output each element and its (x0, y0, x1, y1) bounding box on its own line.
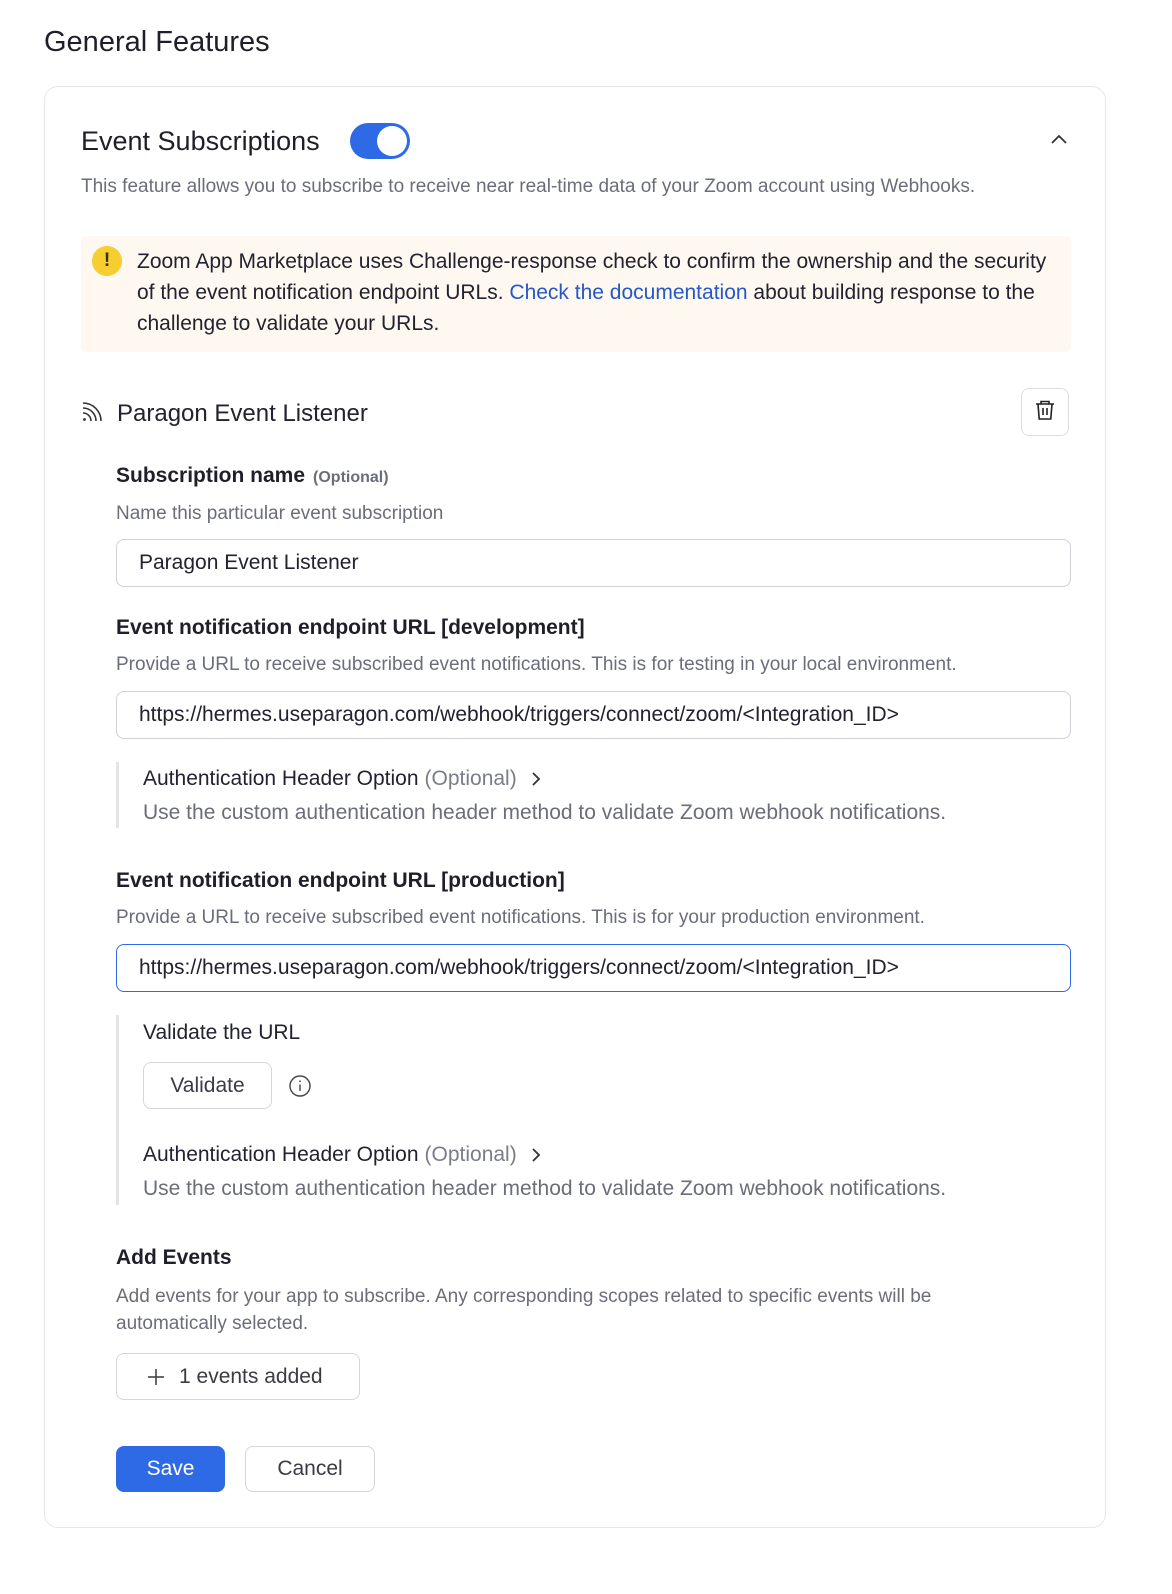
listener-header (79, 397, 368, 430)
alert-text-before: Zoom App Marketplace uses Challenge-response check to confirm the ownership and the security of the event notification endpoint URLs. (137, 250, 1047, 304)
documentation-link[interactable]: Check the documentation (509, 281, 748, 304)
chevron-right-icon (531, 771, 541, 787)
page-title: General Features (44, 26, 270, 58)
subscription-name-label (116, 464, 389, 488)
cancel-button[interactable]: Cancel (245, 1446, 375, 1492)
alert-text (137, 246, 1047, 339)
save-button[interactable]: Save (116, 1446, 225, 1492)
section-description: This feature allows you to subscribe to receive near real-time data of your Zoom account using Webhooks. (81, 176, 976, 197)
validate-button[interactable]: Validate (143, 1062, 272, 1109)
subscription-name-label-text: Subscription name (116, 464, 306, 487)
event-subscriptions-card (44, 86, 1106, 1528)
optional-tag: (Optional) (313, 469, 389, 486)
dev-endpoint-help: Provide a URL to receive subscribed event notifications. This is for testing in your local environment. (116, 654, 957, 675)
dev-auth-header-toggle[interactable] (143, 767, 541, 791)
auth-header-description: Use the custom authentication header method to validate Zoom webhook notifications. (143, 1177, 947, 1200)
section-header (81, 123, 410, 159)
prod-endpoint-help: Provide a URL to receive subscribed event notifications. This is for your production environment. (116, 907, 925, 928)
chevron-up-icon[interactable] (1047, 127, 1071, 151)
prod-validate-block (116, 1015, 1071, 1205)
subscription-name-help: Name this particular event subscription (116, 503, 444, 524)
challenge-response-alert (81, 236, 1071, 352)
add-events-button-label: 1 events added (179, 1364, 323, 1388)
add-events-help: Add events for your app to subscribe. Any corresponding scopes related to specific events will be automatically selected. (116, 1286, 932, 1334)
add-events-button[interactable] (116, 1353, 360, 1400)
delete-subscription-button[interactable] (1021, 388, 1069, 436)
prod-endpoint-input[interactable] (116, 944, 1071, 992)
validate-url-label: Validate the URL (143, 1021, 301, 1044)
chevron-right-icon (531, 1147, 541, 1163)
prod-endpoint-label: Event notification endpoint URL [production] (116, 869, 565, 892)
info-icon[interactable] (288, 1074, 312, 1098)
plus-icon (147, 1368, 165, 1386)
dev-auth-header-block (116, 762, 1071, 828)
rss-icon (79, 397, 107, 430)
event-subscriptions-toggle[interactable] (350, 123, 410, 159)
optional-tag: (Optional) (424, 767, 517, 790)
add-events-label: Add Events (116, 1246, 232, 1269)
alert-text-after: about building response to the challenge to validate your URLs. (137, 281, 1035, 335)
trash-icon (1033, 398, 1057, 427)
dev-endpoint-input[interactable] (116, 691, 1071, 739)
subscription-name-input[interactable] (116, 539, 1071, 587)
dev-endpoint-label: Event notification endpoint URL [development] (116, 616, 585, 639)
auth-header-title: Authentication Header Option (143, 767, 419, 790)
auth-header-description: Use the custom authentication header method to validate Zoom webhook notifications. (143, 801, 947, 824)
warning-icon: ! (92, 246, 122, 276)
listener-name: Paragon Event Listener (117, 399, 368, 427)
toggle-knob (377, 126, 407, 156)
section-title: Event Subscriptions (81, 125, 320, 156)
auth-header-title: Authentication Header Option (143, 1143, 419, 1166)
optional-tag: (Optional) (424, 1143, 517, 1166)
prod-auth-header-toggle[interactable] (143, 1143, 541, 1167)
